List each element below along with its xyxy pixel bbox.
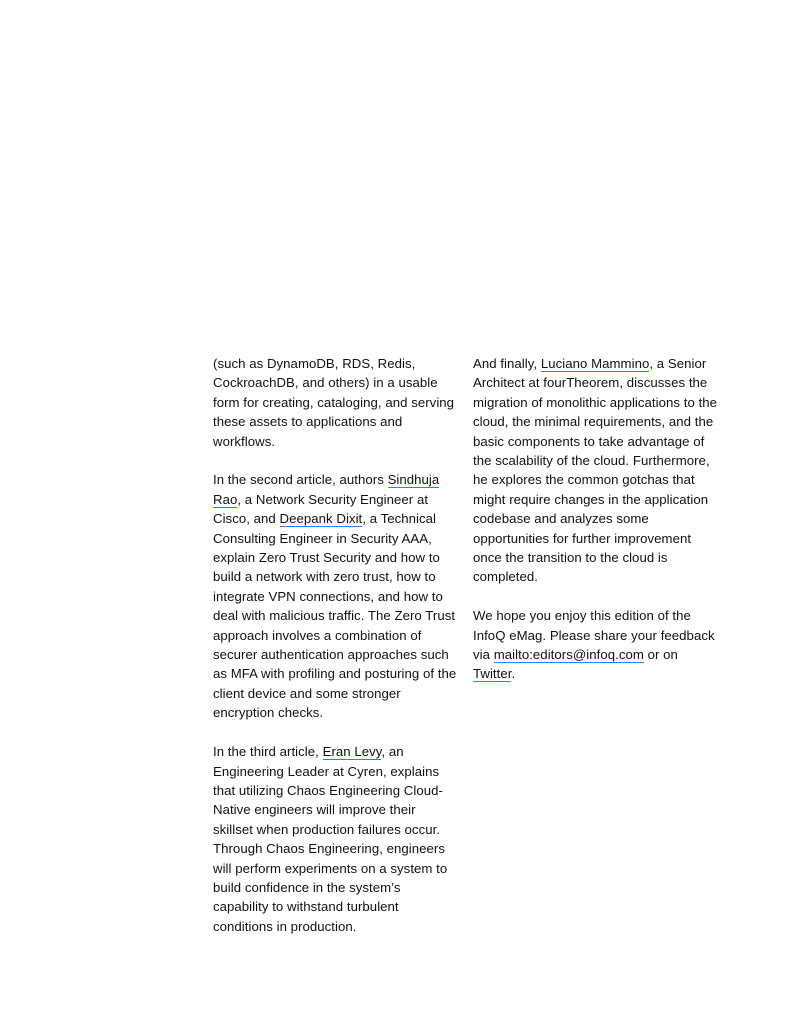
paragraph-text: We hope you enjoy this edition of the InfoQ eMag. Please share your feedback via bbox=[473, 608, 715, 663]
link-deepank-dixit[interactable]: Deepank Dixit bbox=[279, 511, 363, 527]
paragraph-text: , a Network Security Engineer at Cisco, and bbox=[213, 491, 429, 527]
paragraph-text: In the third article, bbox=[213, 744, 323, 760]
link-email-editors[interactable]: mailto:editors@infoq.com bbox=[493, 647, 644, 663]
paragraph-third-article bbox=[213, 742, 459, 936]
right-column bbox=[473, 354, 723, 703]
paragraph-text: In the second article, authors bbox=[213, 472, 388, 488]
paragraph-text: (such as DynamoDB, RDS, Redis, CockroachDB, and others) in a usable form for creating, cataloging, and serving these assets to applications and workflows. bbox=[213, 356, 455, 449]
paragraph-text: or on bbox=[643, 647, 678, 663]
paragraph-text: And finally, bbox=[473, 356, 541, 371]
link-sindhuja-rao[interactable]: Sindhuja Rao bbox=[213, 472, 440, 507]
paragraph-intro-continued bbox=[213, 354, 459, 451]
paragraph-closing bbox=[473, 606, 723, 684]
paragraph-text: , a Technical Consulting Engineer in Security AAA, explain Zero Trust Security and how to build a network with zero trust, how to integrate VPN connections, and how to deal with malicious traffic. The Zero Trust approach involves a combination of securer authentication approaches such as MFA with profiling and posturing of the client device and some stronger encryption checks. bbox=[213, 511, 457, 721]
paragraph-text: , an Engineering Leader at Cyren, explains that utilizing Chaos Engineering Cloud-Native engineers will improve their skillset when production failures occur. Through Chaos Engineering, engineers will perform experiments on a system to build confidence in the system’s capability to withstand turbulent conditions in production. bbox=[213, 744, 448, 934]
link-luciano-mammino[interactable]: Luciano Mammino bbox=[540, 356, 650, 371]
link-twitter[interactable]: Twitter bbox=[473, 666, 512, 682]
paragraph-final-article bbox=[473, 354, 723, 587]
paragraph-second-article bbox=[213, 470, 459, 722]
left-column bbox=[213, 354, 459, 956]
paragraph-text: , a Senior Architect at fourTheorem, discusses the migration of monolithic applications to the cloud, the minimal requirements, and the basic components to take advantage of the scalability of the cloud. Furthermore, he explores the common gotchas that might require changes in the application codebase and analyzes some opportunities for further improvement once the transition to the cloud is completed. bbox=[473, 356, 718, 585]
link-eran-levy[interactable]: Eran Levy bbox=[322, 744, 382, 760]
paragraph-text: . bbox=[511, 666, 516, 682]
